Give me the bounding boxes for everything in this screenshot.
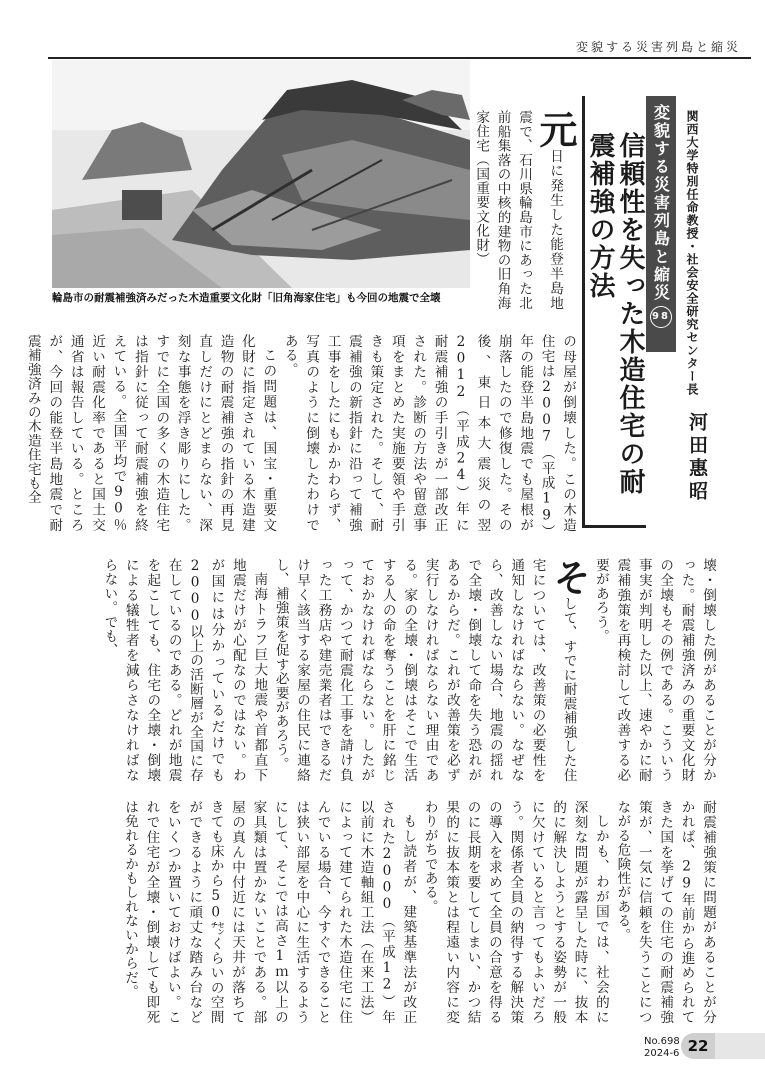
series-tab [646,96,676,352]
article-paragraph: しかも、わが国では、社会的に深刻な問題が露呈した時に、抜本的に解決しようとする姿勢が一般に欠けていると言ってもよいだろう。関係者全員の納得する解決策の導入を求めて全員の合意を得るのに長期を要してしまい、かつ結果的に抜本策とは程遠い内容に変わりがちである。 [421,800,609,1024]
article-text: 日に発生した能登半島地震で、石川県輪島市にあった北前船集落の中核的建物の旧角海家住宅（国重要文化財） [473,110,563,310]
article-column-top [473,110,577,310]
article-paragraph: 南海トラフ巨大地震や首都直下地震だけが心配なのではない。わが国には分かっているだけでも2000以上の活断層が全国に存在しているのである。どれが地震を起こしても、住宅の全壊・倒壊による犠牲者を減らさなければならない。でも、 [101,558,268,782]
article-tier-1 [24,334,578,532]
article-paragraph: もし読者が、建築基準法が改正された2000（平成12）年以前に木造軸組工法（在来工法）によって建てられた木造住宅に住んでいる場合、今すぐできることは狭い部屋を中心に生活するようにして、そこでは高さ1ｍ以上の家具類は置かないことである。部屋の真ん中付近には天井が落ちてきても床から50㌢くらいの空間ができるように頑丈な踏み台などをいくつか置いておけばよい。これで住宅が全壊・倒壊しても即死は免れるかもしれないからだ。 [122,800,417,1024]
collapsed-house-photo [52,60,470,288]
article-paragraph: この問題は、国宝・重要文化財に指定されている木造建造物の耐震補強の指針の再見直しだけにとどまらない、深刻な事態を浮き彫りにした。すでに全国の多くの木造住宅は指針に従って耐震補強を終えている。全国平均で90％近い耐震化率であると国土交通省は報告している。ところが、今回の能登半島地震で耐震補強済みの木造住宅も全 [24,334,277,532]
article-paragraph: の母屋が倒壊した。この木造住宅は2007（平成19）年の能登半島地震でも屋根が崩落したので修復した。その後、東日本大震災の翌2012（平成24）年に耐震補強の手引きが一部改正された。診断の方法や留意事項をまとめた実施要領や手引きも策定された。そして、耐震補強の新指針に沿って補強工事をしたにもかかわらず、写真のように倒壊したわけである。 [281,334,576,532]
photo-illustration [52,60,470,288]
photo-caption: 輪島市の耐震補強済みだった木造重要文化財「旧角海家住宅」も今回の地震で全壊 [52,292,441,304]
header-rule [48,57,751,59]
article-tier-3 [50,800,718,1024]
dropcap-gen: 元 [533,110,577,150]
issue-date: 2024-6 [644,1048,680,1059]
series-number-badge: 98 [650,306,672,328]
author-name: 河田惠昭 [686,412,708,504]
article-text: して、すでに耐震補強した住宅については、改善策の必要性を通知しなければならない。なぜなら、改善しない場合、地震の揺れで全壊・倒壊して命を失う恐れがあるからだ。これが改善策を必ず実行しなければならない理由である。家の全壊・倒壊はそこで生活する人の命を奪うことを肝に銘じておかなければならない。したがって、かつて耐震化工事を請け負った工務店や建売業者はできるだけ早く該当する家屋の住民に連絡し、補強策を促す必要があろう。 [272,558,577,782]
series-tab-label: 変貌する災害列島と縮災 [651,104,671,302]
page-number-bar [715,1033,765,1059]
author-affiliation: 関西大学特別任命教授・社会安全研究センター長 [685,110,699,396]
article-paragraph: 耐震補強策に問題があることが分かれば、29年前から進められてきた国を挙げての住宅の耐震補強策が、一気に信頼を失うことにつながる危険性がある。 [614,800,716,1024]
issue-number: No.698 [644,1036,680,1047]
article-tier-2 [50,558,718,782]
running-header: 変貌する災害列島と縮災 [575,40,741,54]
page-number: 22 [681,1033,715,1059]
issue-info [644,1036,680,1060]
article-paragraph: 壊・倒壊した例があることが分かった。耐震補強済みの重要文化財の全壊もその例である。こういう事実が判明した以上、速やかに耐震補強策を再検討して改善する必要があろう。 [592,558,716,782]
article-headline: 信頼性を失った木造住宅の耐震補強の方法 [585,132,645,496]
dropcap-so: そ [546,558,591,597]
